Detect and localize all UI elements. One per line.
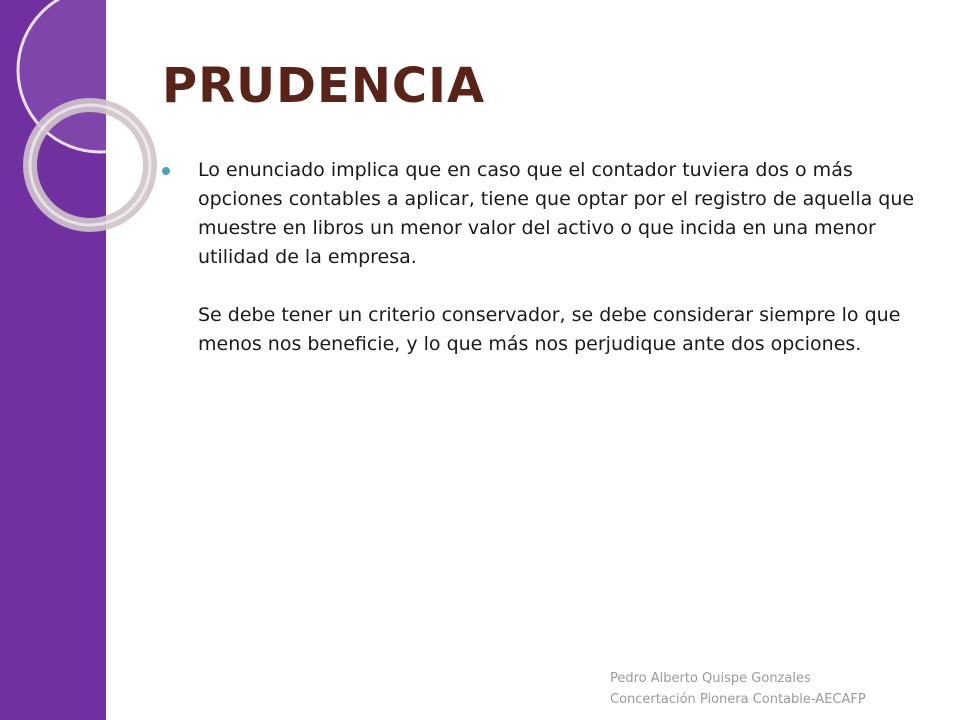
decorative-rings: [0, 0, 140, 260]
paragraph-1: Lo enunciado implica que en caso que el contador tuviera dos o más opciones contables a aplicar, tiene que optar por el registro de aquella que muestre en libros un menor valor del activo o que incida en una menor utilidad de la empresa.: [198, 159, 915, 268]
footer-author: Pedro Alberto Quispe Gonzales: [610, 671, 811, 686]
slide-footer: [610, 668, 866, 710]
slide-title: PRUDENCIA: [162, 58, 486, 114]
paragraph-2: Se debe tener un criterio conservador, se debe considerar siempre lo que menos nos beneficie, y lo que más nos perjudique ante dos opciones.: [198, 304, 901, 355]
footer-organization: Concertación Pionera Contable-AECAFP: [610, 692, 866, 707]
bullet-content: [162, 156, 932, 359]
bullet-dot-icon: [162, 167, 170, 175]
